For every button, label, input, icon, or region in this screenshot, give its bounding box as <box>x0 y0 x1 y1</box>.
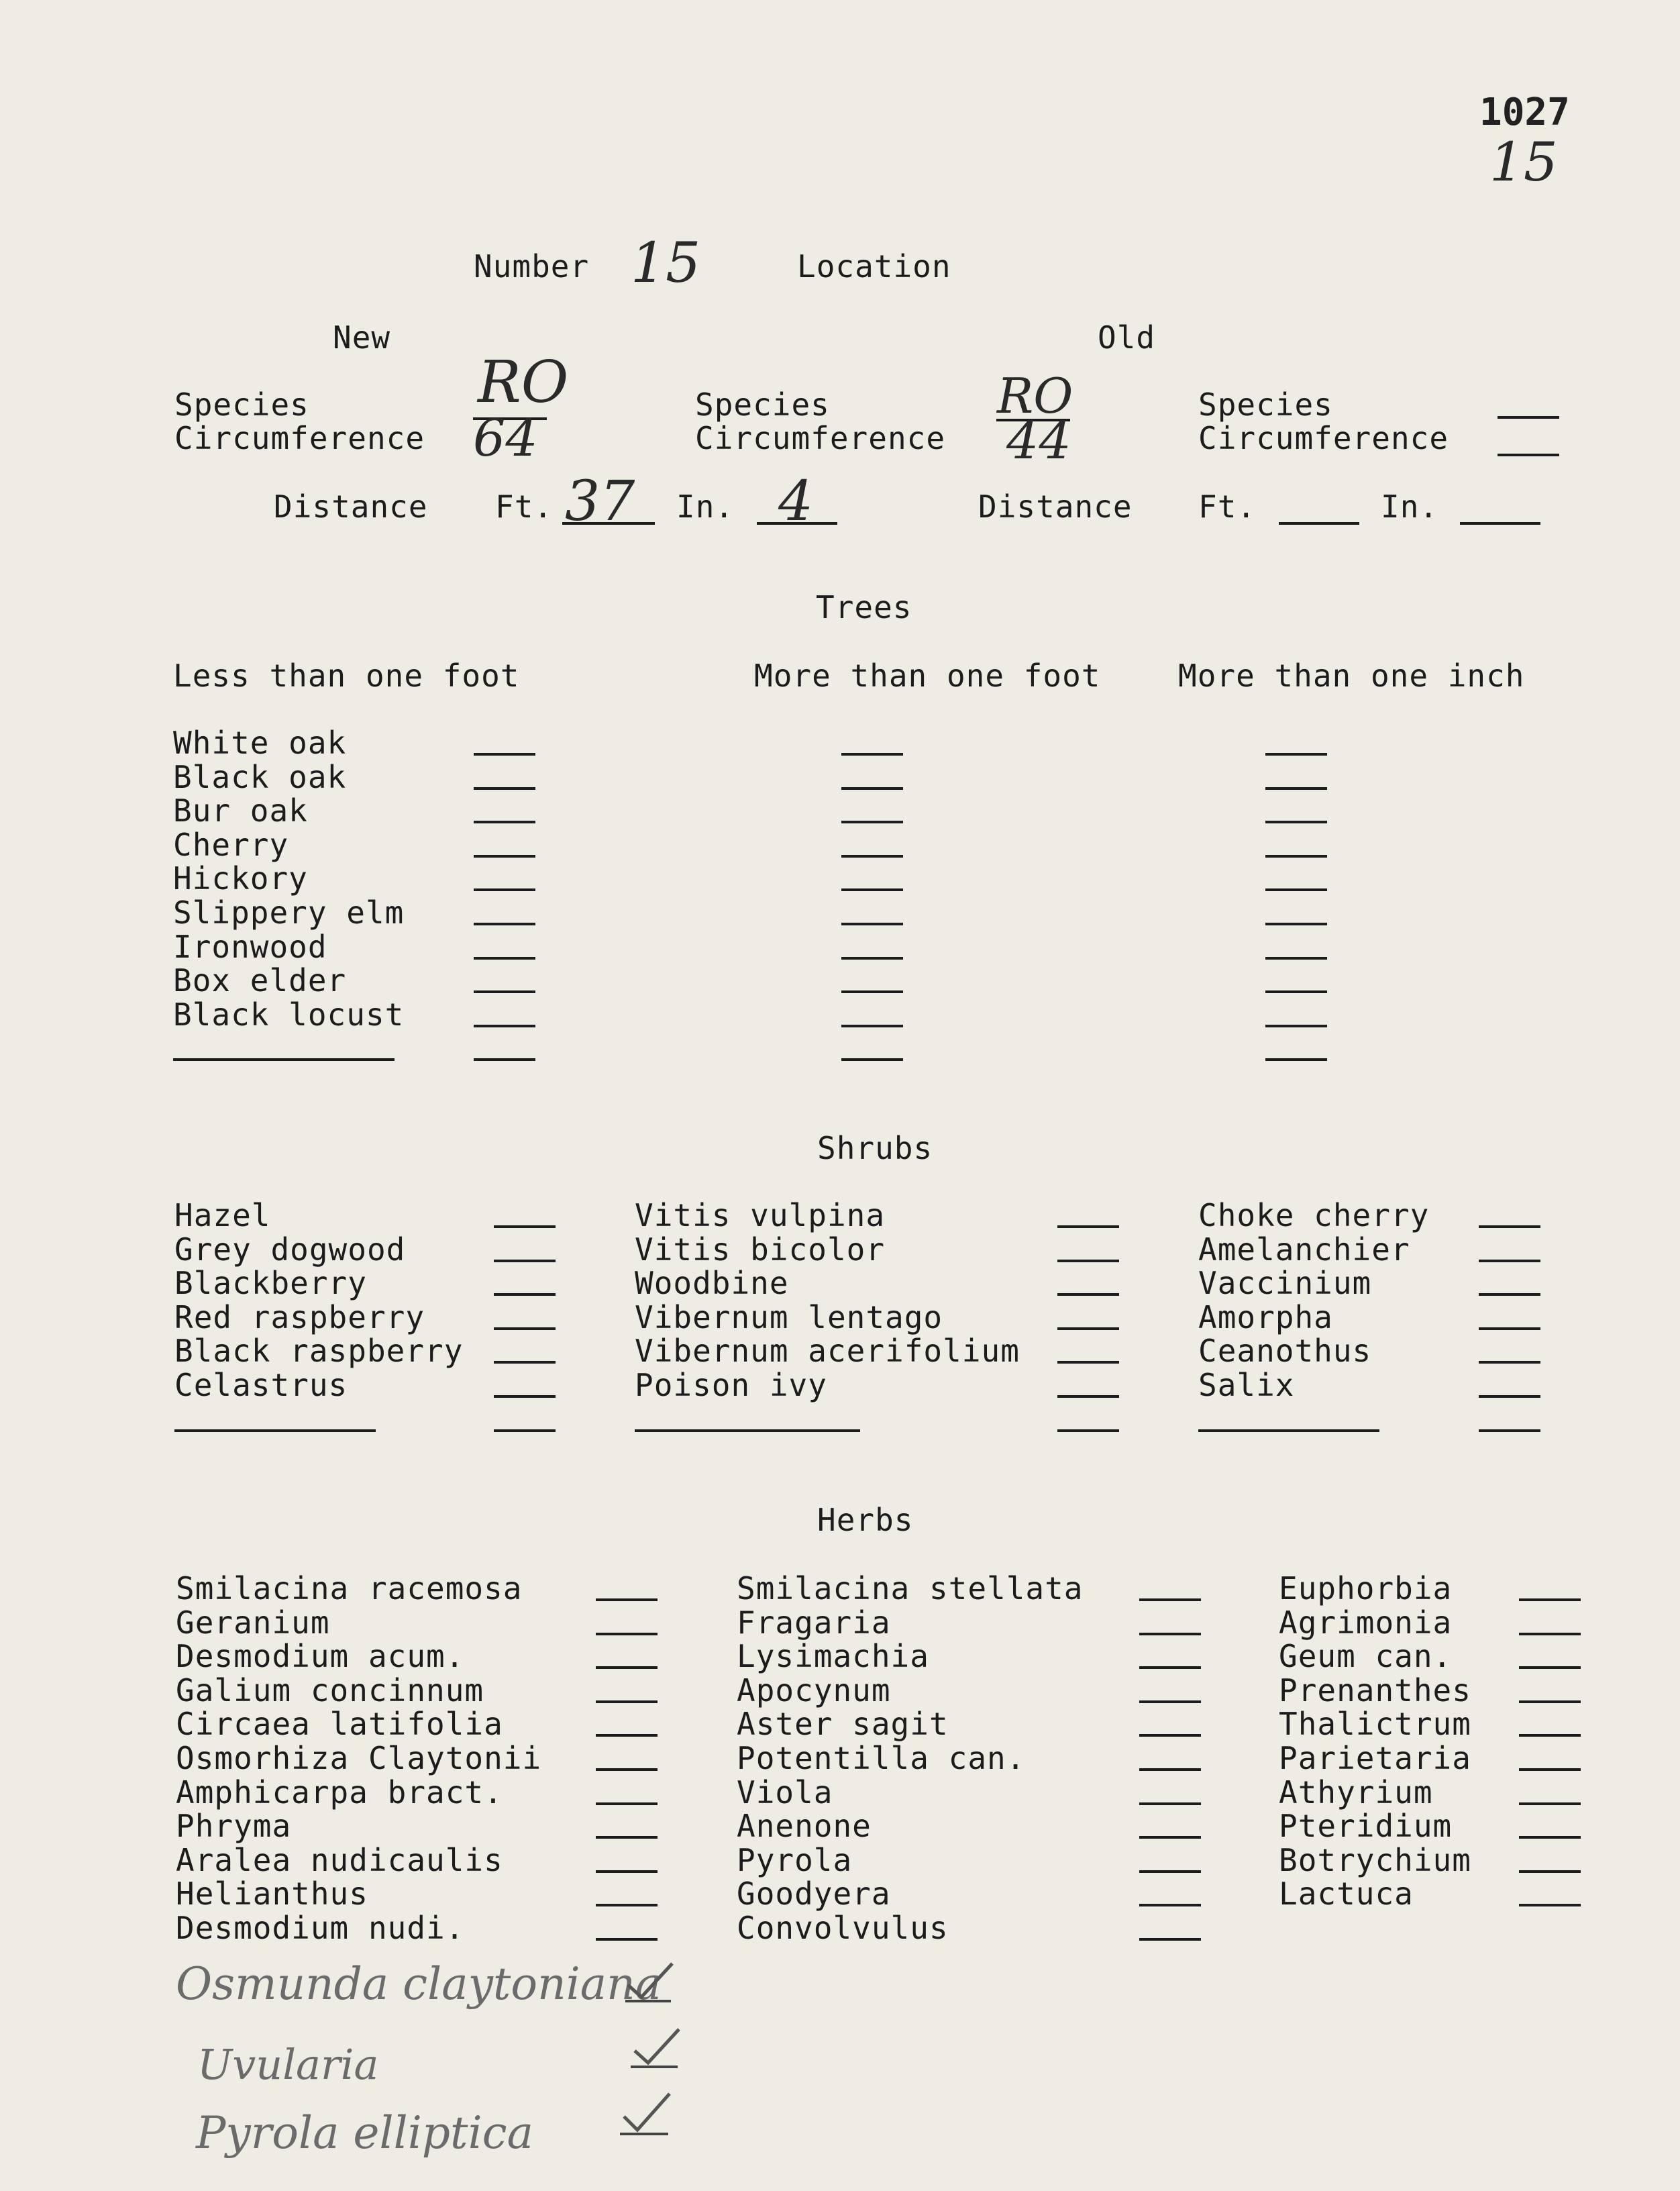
list-item-label: Salix <box>1198 1366 1295 1403</box>
list-item-label: White oak <box>173 725 347 761</box>
tally-blank <box>1057 1327 1119 1330</box>
herbs-title: Herbs <box>817 1502 914 1538</box>
list-item <box>737 1639 1206 1674</box>
list-item <box>173 1031 1394 1066</box>
tally-blank <box>841 787 903 790</box>
list-item <box>176 1572 659 1606</box>
list-item <box>1279 1877 1582 1911</box>
list-item <box>1198 1368 1547 1403</box>
tally-blank <box>841 1058 903 1061</box>
tally-blank <box>494 1327 556 1330</box>
list-item <box>176 1776 659 1810</box>
list-item-label: Lysimachia <box>737 1638 929 1675</box>
tally-blank <box>1057 1429 1119 1432</box>
list-item <box>1279 1776 1582 1810</box>
list-item <box>635 1403 1124 1437</box>
list-item-label: Geranium <box>176 1604 330 1641</box>
tally-blank <box>841 957 903 960</box>
tally-blank <box>596 1836 658 1839</box>
list-item <box>176 1911 659 1945</box>
list-item-label: Desmodium nudi. <box>176 1909 465 1946</box>
tally-blank <box>1519 1734 1581 1737</box>
list-item-label: Hickory <box>173 860 308 897</box>
list-item-label: Convolvulus <box>737 1909 949 1946</box>
tally-blank <box>1519 1870 1581 1873</box>
list-item-label: Pyrola <box>737 1841 853 1878</box>
tally-blank <box>474 821 535 823</box>
list-item-label: Anenone <box>737 1808 872 1845</box>
handwritten-addition-3: Pyrola elliptica <box>196 2107 533 2159</box>
list-item <box>635 1199 1124 1233</box>
new-in-blank <box>757 522 837 525</box>
tally-blank <box>596 1768 658 1771</box>
list-item-label: Aralea nudicaulis <box>176 1841 503 1878</box>
list-item <box>173 930 1394 964</box>
third-circumference-label: Circumference <box>1198 420 1449 456</box>
list-item <box>173 862 1394 896</box>
list-item <box>173 964 1394 998</box>
list-item <box>737 1572 1206 1606</box>
tally-blank <box>596 1700 658 1703</box>
number-label: Number <box>474 248 590 285</box>
list-item-label: Phryma <box>176 1808 292 1845</box>
tally-blank <box>841 753 903 756</box>
list-item-label: Black oak <box>173 758 347 795</box>
tally-blank <box>596 1870 658 1873</box>
tally-blank <box>1519 1904 1581 1906</box>
list-item <box>1198 1403 1547 1437</box>
third-species-label: Species <box>1198 387 1333 423</box>
list-item-label: Vibernum lentago <box>635 1298 943 1335</box>
list-item <box>737 1911 1206 1945</box>
list-item-label: Geum can. <box>1279 1638 1453 1675</box>
list-item <box>635 1266 1124 1301</box>
list-item <box>737 1877 1206 1911</box>
new-ft-label: Ft. <box>495 489 554 525</box>
list-item <box>635 1334 1124 1368</box>
list-item-label: Blackberry <box>174 1265 367 1302</box>
list-item-label: Lactuca <box>1279 1876 1414 1913</box>
new-ft-blank <box>562 522 655 525</box>
trees-col1-header: Less than one foot <box>173 658 520 694</box>
tally-blank <box>474 855 535 858</box>
tally-blank <box>1265 923 1327 925</box>
tally-blank <box>1139 1768 1201 1771</box>
list-item <box>176 1674 659 1708</box>
list-item-label: Circaea latifolia <box>176 1706 503 1743</box>
list-item <box>1279 1674 1582 1708</box>
list-item <box>737 1843 1206 1878</box>
list-item <box>173 998 1394 1032</box>
list-item-label: Aster sagit <box>737 1706 949 1743</box>
list-item <box>174 1266 564 1301</box>
check-mark-icon <box>631 2025 684 2072</box>
list-item-label: Botrychium <box>1279 1841 1471 1878</box>
tally-blank <box>1057 1293 1119 1296</box>
list-item <box>1198 1266 1547 1301</box>
tally-blank <box>1479 1395 1540 1398</box>
tally-blank <box>596 1734 658 1737</box>
list-item-label: Poison ivy <box>635 1366 827 1403</box>
third-species-blank <box>1498 416 1559 419</box>
old-distance-label: Distance <box>978 489 1133 525</box>
list-item-label: Amphicarpa bract. <box>176 1774 503 1811</box>
tally-blank <box>474 753 535 756</box>
list-item <box>174 1199 564 1233</box>
old-in-label: In. <box>1381 489 1439 525</box>
shrubs-col2-list <box>635 1199 1124 1436</box>
trees-title: Trees <box>816 589 912 625</box>
tally-blank <box>841 855 903 858</box>
list-item <box>176 1809 659 1843</box>
list-item-label: Choke cherry <box>1198 1197 1430 1233</box>
list-item <box>1279 1809 1582 1843</box>
location-label: Location <box>797 248 951 285</box>
tally-blank <box>1139 1904 1201 1906</box>
list-item-label: Apocynum <box>737 1672 891 1709</box>
list-item-label: Red raspberry <box>174 1298 425 1335</box>
shrubs-col1-list <box>174 1199 564 1436</box>
list-item-label: Euphorbia <box>1279 1570 1453 1607</box>
list-item <box>176 1877 659 1911</box>
list-item <box>1198 1199 1547 1233</box>
tally-blank <box>1139 1700 1201 1703</box>
list-item <box>174 1298 564 1335</box>
tally-blank <box>1265 753 1327 756</box>
new-species-value: RO <box>478 349 569 416</box>
list-item-label: Potentilla can. <box>737 1739 1026 1776</box>
new-circumference-value: 64 <box>473 408 538 468</box>
blank-write-in-line <box>1198 1429 1379 1432</box>
tally-blank <box>1479 1260 1540 1262</box>
new-circumference-label: Circumference <box>174 420 425 456</box>
list-item <box>737 1606 1206 1640</box>
tally-blank <box>494 1293 556 1296</box>
tally-blank <box>1139 1598 1201 1601</box>
list-item <box>1198 1334 1547 1368</box>
tally-blank <box>1057 1395 1119 1398</box>
tally-blank <box>841 990 903 993</box>
tally-blank <box>1139 1938 1201 1941</box>
list-item-label: Hazel <box>174 1197 271 1233</box>
tally-blank <box>474 888 535 891</box>
list-item-label: Agrimonia <box>1279 1604 1453 1641</box>
handwritten-addition-2: Uvularia <box>197 2040 379 2089</box>
blank-write-in-line <box>173 1058 395 1061</box>
handwritten-addition-1: Osmunda claytoniana <box>176 1958 662 2010</box>
tally-blank <box>1265 888 1327 891</box>
tally-blank <box>1479 1429 1540 1432</box>
list-item <box>1279 1639 1582 1674</box>
list-item <box>635 1368 1124 1403</box>
list-item-label: Parietaria <box>1279 1739 1471 1776</box>
list-item <box>737 1741 1206 1776</box>
tally-blank <box>474 990 535 993</box>
tally-blank <box>1265 1025 1327 1027</box>
tally-blank <box>494 1225 556 1228</box>
list-item-label: Galium concinnum <box>176 1672 484 1709</box>
list-item-label: Smilacina racemosa <box>176 1570 523 1607</box>
third-circumference-blank <box>1498 454 1559 456</box>
tally-blank <box>1479 1361 1540 1364</box>
list-item <box>1279 1843 1582 1878</box>
list-item <box>1198 1298 1547 1335</box>
tally-blank <box>1139 1836 1201 1839</box>
tally-blank <box>474 1058 535 1061</box>
tally-blank <box>596 1633 658 1635</box>
new-label: New <box>333 319 391 356</box>
list-item-label: Thalictrum <box>1279 1706 1471 1743</box>
list-item-label: Fragaria <box>737 1604 891 1641</box>
tally-blank <box>1265 855 1327 858</box>
tally-blank <box>1139 1666 1201 1669</box>
list-item <box>737 1674 1206 1708</box>
tally-blank <box>1265 957 1327 960</box>
list-item-label: Grey dogwood <box>174 1231 406 1268</box>
tally-blank <box>1057 1361 1119 1364</box>
tally-blank <box>1479 1327 1540 1330</box>
list-item <box>635 1298 1124 1335</box>
list-item <box>176 1606 659 1640</box>
list-item-label: Amelanchier <box>1198 1231 1410 1268</box>
list-item <box>1198 1233 1547 1267</box>
list-item <box>174 1403 564 1437</box>
check-mark-icon <box>624 1959 678 2006</box>
list-item-label: Viola <box>737 1774 833 1811</box>
shrubs-title: Shrubs <box>817 1130 933 1166</box>
list-item <box>1279 1572 1582 1606</box>
list-item <box>737 1776 1206 1810</box>
tally-blank <box>494 1395 556 1398</box>
list-item <box>1279 1606 1582 1640</box>
list-item <box>737 1707 1206 1741</box>
shrubs-col3-list <box>1198 1199 1547 1436</box>
tally-blank <box>1139 1870 1201 1873</box>
tally-blank <box>474 1025 535 1027</box>
tally-blank <box>474 957 535 960</box>
tally-blank <box>1265 821 1327 823</box>
list-item <box>737 1809 1206 1843</box>
list-item-label: Goodyera <box>737 1876 891 1913</box>
trees-col2-header: More than one foot <box>754 658 1101 694</box>
list-item-label: Slippery elm <box>173 894 405 931</box>
tally-blank <box>1519 1700 1581 1703</box>
list-item <box>176 1741 659 1776</box>
tally-blank <box>474 787 535 790</box>
list-item-label: Ceanothus <box>1198 1333 1372 1370</box>
list-item <box>173 794 1394 828</box>
list-item-label: Vitis vulpina <box>635 1197 886 1233</box>
list-item <box>1279 1741 1582 1776</box>
tally-blank <box>494 1429 556 1432</box>
list-item <box>173 828 1394 862</box>
tally-blank <box>1057 1260 1119 1262</box>
tally-blank <box>596 1666 658 1669</box>
trees-col3-header: More than one inch <box>1178 658 1525 694</box>
list-item-label: Bur oak <box>173 793 308 829</box>
blank-write-in-line <box>174 1429 376 1432</box>
old-circumference-value: 44 <box>1006 411 1071 470</box>
tally-blank <box>1519 1598 1581 1601</box>
new-distance-label: Distance <box>274 489 428 525</box>
list-item-label: Ironwood <box>173 928 327 965</box>
tally-blank <box>596 1598 658 1601</box>
stamp-number: 1027 <box>1479 91 1570 134</box>
list-item <box>176 1843 659 1878</box>
list-item-label: Desmodium acum. <box>176 1638 465 1675</box>
list-item-label: Amorpha <box>1198 1298 1333 1335</box>
list-item <box>176 1639 659 1674</box>
list-item-label: Cherry <box>173 826 289 863</box>
tally-blank <box>841 888 903 891</box>
blank-write-in-line <box>635 1429 860 1432</box>
list-item <box>173 726 1394 760</box>
tally-blank <box>1265 990 1327 993</box>
tally-blank <box>841 923 903 925</box>
new-species-label: Species <box>174 387 309 423</box>
tally-blank <box>1519 1802 1581 1805</box>
list-item-label: Woodbine <box>635 1265 789 1302</box>
list-item-label: Celastrus <box>174 1366 348 1403</box>
list-item-label: Pteridium <box>1279 1808 1453 1845</box>
list-item <box>173 896 1394 930</box>
new-ft-value: 37 <box>565 470 635 533</box>
herbs-col3-list <box>1279 1572 1582 1911</box>
tally-blank <box>841 1025 903 1027</box>
tally-blank <box>1139 1633 1201 1635</box>
herbs-col1-list <box>176 1572 659 1945</box>
tally-blank <box>596 1802 658 1805</box>
list-item-label: Athyrium <box>1279 1774 1433 1811</box>
list-item <box>635 1233 1124 1267</box>
old-ft-label: Ft. <box>1198 489 1257 525</box>
tally-blank <box>1139 1734 1201 1737</box>
tally-blank <box>596 1938 658 1941</box>
corner-handwritten-number: 15 <box>1489 131 1558 193</box>
old-species-label: Species <box>695 387 830 423</box>
old-ft-blank <box>1279 522 1359 525</box>
list-item-label: Vitis bicolor <box>635 1231 886 1268</box>
tally-blank <box>1139 1802 1201 1805</box>
old-circumference-label: Circumference <box>695 420 946 456</box>
new-in-value: 4 <box>778 470 814 533</box>
old-species-value: RO <box>997 368 1073 424</box>
list-item <box>174 1334 564 1368</box>
tally-blank <box>494 1361 556 1364</box>
tally-blank <box>1479 1225 1540 1228</box>
list-item-label: Osmorhiza Claytonii <box>176 1739 542 1776</box>
list-item <box>1279 1707 1582 1741</box>
new-in-label: In. <box>676 489 735 525</box>
list-item-label: Smilacina stellata <box>737 1570 1084 1607</box>
tally-blank <box>1265 787 1327 790</box>
tally-blank <box>841 821 903 823</box>
tally-blank <box>1519 1633 1581 1635</box>
number-value: 15 <box>631 232 701 295</box>
tally-blank <box>1519 1836 1581 1839</box>
list-item-label: Box elder <box>173 962 347 999</box>
check-mark-icon <box>620 2091 674 2138</box>
tally-blank <box>1057 1225 1119 1228</box>
list-item <box>176 1707 659 1741</box>
tally-blank <box>1265 1058 1327 1061</box>
list-item-label: Vaccinium <box>1198 1265 1372 1302</box>
tally-blank <box>596 1904 658 1906</box>
list-item-label: Vibernum acerifolium <box>635 1333 1020 1370</box>
list-item <box>173 760 1394 795</box>
old-label: Old <box>1098 319 1156 356</box>
list-item-label: Black raspberry <box>174 1333 464 1370</box>
tally-blank <box>1479 1293 1540 1296</box>
tally-blank <box>1519 1666 1581 1669</box>
list-item-label: Prenanthes <box>1279 1672 1471 1709</box>
tally-blank <box>1519 1768 1581 1771</box>
herbs-col2-list <box>737 1572 1206 1945</box>
old-in-blank <box>1460 522 1540 525</box>
trees-list <box>173 726 1394 1066</box>
list-item-label: Black locust <box>173 996 405 1033</box>
list-item <box>174 1368 564 1403</box>
list-item <box>174 1233 564 1267</box>
tally-blank <box>474 923 535 925</box>
list-item-label: Helianthus <box>176 1876 368 1913</box>
tally-blank <box>494 1260 556 1262</box>
